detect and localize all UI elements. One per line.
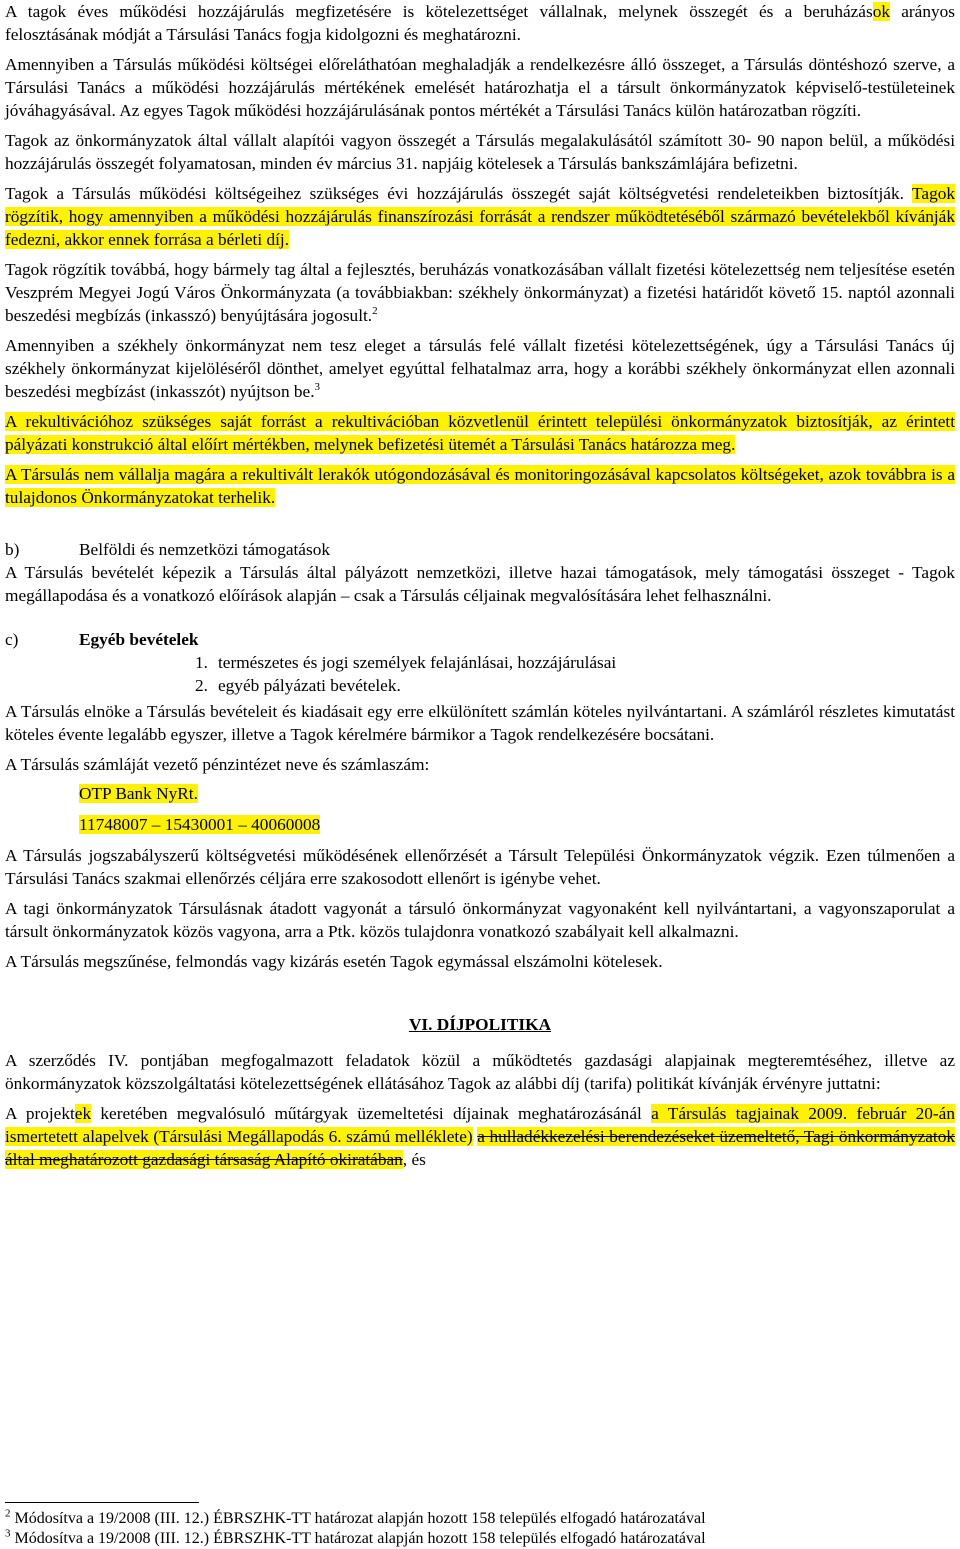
highlighted-text: ek <box>74 1104 92 1123</box>
highlighted-text: ok <box>872 2 890 21</box>
paragraph-budget <box>5 182 955 251</box>
other-revenue-list <box>195 651 955 697</box>
paragraph-seat-municipality <box>5 334 955 403</box>
paragraph-grants: A Társulás bevételét képezik a Társulás által pályázott nemzetközi, illetve hazai támogatások, mely támogatási összeget - Tagok megállapodása és a vonatkozó előírások alapján – csak a Társulás céljainak megvalósítására lehet felhasználni. <box>5 563 955 605</box>
highlighted-text: a Társulás tagjainak 2009. február 20-án ismertetett alapelvek (Társulási Megállapodás 6. számú melléklete) <box>5 1104 955 1146</box>
footnote: $^2$ Módosítva a 19/2008 (III. 12.) ÉBRSZHK-TT határozat alapján hozott 158 település elfogadó határozatával <box>5 1507 706 1527</box>
list-item: 1. természetes és jogi személyek felajánlásai, hozzájárulásai <box>195 653 617 672</box>
footnote-ref: 3 <box>314 381 321 394</box>
list-item: 2. egyéb pályázati bevételek. <box>195 676 401 695</box>
section-label: b) <box>5 540 20 559</box>
bank-details <box>79 782 955 836</box>
paragraph-contributions <box>5 0 955 46</box>
footnotes <box>5 1509 955 1549</box>
struck-highlighted-text: a hulladékkezelési berendezéseket üzemeltető, Tagi önkormányzatok által meghatározott gazdasági társaság Alapító okiratában <box>5 1127 956 1169</box>
footnote: $^3$ Módosítva a 19/2008 (III. 12.) ÉBRSZHK-TT határozat alapján hozott 158 település elfogadó határozatával <box>5 1527 706 1547</box>
text-run: A tagok éves működési hozzájárulás megfizetésére is kötelezettséget vállalnak, melynek összegét és a beruházás <box>5 2 873 21</box>
paragraph-audit: A Társulás jogszabályszerű költségvetési működésének ellenőrzését a Társult Települési Önkormányzatok végzik. Ezen túlmenően a Társulási Tanács szakmai ellenőrzés céljára erre szakosodott ellenőrt is igénybe vehet. <box>5 846 955 888</box>
spacer <box>5 614 955 628</box>
section-label: c) <box>5 630 19 649</box>
paragraph-operating-fees: A projektek keretében megvalósuló műtárgyak üzemeltetési díjainak meghatározásánál a Társulás tagjainak 2009. február 20-án ismertetett alapelvek (Társulási Megállapodás 6. számú melléklete) a hulladékkezelési berendezéseket üzemeltető, Tagi önkormányzatok által meghatározott gazdasági társaság Alapító okiratában, és <box>5 1104 956 1169</box>
paragraph-accounting: A Társulás elnöke a Társulás bevételeit és kiadásait egy erre elkülönített számlán köteles nyilvántartani. A számláról részletes kimutatást köteles évente legalább egyszer, illetve a Tagok kérelmére bármikor a Tagok rendelkezésére bocsátani. <box>5 702 955 744</box>
paragraph-assets: A tagi önkormányzatok Társulásnak átadott vagyonát a társuló önkormányzat vagyonaként kell nyilvántartani, a vagyonszaporulat a társult önkormányzatok közös vagyona, arra a Ptk. közös tulajdonra vonatkozó szabályait kell alkalmazni. <box>5 899 955 941</box>
section-title: Belföldi és nemzetközi támogatások <box>79 540 330 559</box>
footnote-divider <box>5 1502 199 1503</box>
text-run: Tagok a Társulás működési költségeihez szükséges évi hozzájárulás összegét saját költségvetési rendeleteikben biztosítják. <box>5 184 913 203</box>
footnote-ref: 2 <box>372 305 378 318</box>
highlighted-text: A rekultivációhoz szükséges saját forrást a rekultivációban közvetlenül érintett települési önkormányzatok biztosítják, az érintett pályázati konstrukció által előírt mértékben, melynek befizetési ütemét a Társulási Tanács határozza meg. <box>5 412 955 454</box>
section-vi-heading: VI. DÍJPOLITIKA <box>408 1015 552 1034</box>
text-run: Amennyiben a székhely önkormányzat nem tesz eleget a társulás felé vállalt fizetési kötelezettségének, úgy a Társulási Tanács új székhely önkormányzat kijelöléséről dönthet, amelyet egyúttal felhatalmaz arra, hogy a korábbi székhely önkormányzat ellen azonnali beszedési megbízást (inkasszót) nyújtson be. <box>5 336 955 401</box>
paragraph-dissolution: A Társulás megszűnése, felmondás vagy kizárás esetén Tagok egymással elszámolni kötelesek. <box>5 952 663 971</box>
text-run: arányos felosztásának módját a Társulási Tanács fogja kidolgozni és meghatározni. <box>5 2 955 44</box>
paragraph-aftercare <box>5 463 955 509</box>
section-c-heading <box>5 628 955 651</box>
highlighted-text: A Társulás nem vállalja magára a rekultivált lerakók utógondozásával és monitoringozásával kapcsolatos költségeket, azok továbbra is a tulajdonos Önkormányzatokat terhelik. <box>5 465 955 507</box>
highlighted-text: Tagok rögzítik, hogy amennyiben a működési hozzájárulás finanszírozási forrását a rendszer működtetéséből származó bevételekből kívánják fedezni, akkor ennek forrása a bérleti díj. <box>5 184 955 249</box>
paragraph-cost-increase: Amennyiben a Társulás működési költségei előreláthatóan meghaladják a rendelkezésre álló összeget, a Társulás döntéshozó szerve, a Társulási Tanács a működési hozzájárulás mértékének emelését határozhatja el a társult önkormányzatok képviselő-testületeinek jóváhagyásával. Az egyes Tagok működési hozzájárulásának pontos mértékét a Társulási Tanács külön határozatban rögzíti. <box>5 55 955 120</box>
paragraph-bank-intro: A Társulás számláját vezető pénzintézet neve és számlaszám: <box>5 755 430 774</box>
bank-account: 11748007 – 15430001 – 40060008 <box>79 815 321 834</box>
paragraph-founding-assets: Tagok az önkormányzatok által vállalt alapítói vagyon összegét a Társulás megalakulásától számított 30- 90 napon belül, a működési hozzájárulás összegét folyamatosan, minden év március 31. napjáig kötelesek a Társulás bankszámlájára befizetni. <box>5 131 955 173</box>
paragraph-collection-order <box>5 258 955 327</box>
document-page <box>5 0 956 1547</box>
section-b-heading <box>5 538 955 561</box>
text-run: Tagok rögzítik továbbá, hogy bármely tag által a fejlesztés, beruházás vonatkozásában vállalt fizetési kötelezettség nem teljesítése esetén Veszprém Megyei Jogú Város Önkormányzata (a továbbiakban: székhely önkormányzat) a fizetési határidőt követő 15. naptól azonnali beszedési megbízás (inkasszó) benyújtására jogosult. <box>5 260 955 325</box>
paragraph-recultivation <box>5 410 955 456</box>
spacer <box>5 516 955 538</box>
bank-name: OTP Bank NyRt. <box>79 784 198 803</box>
section-title: Egyéb bevételek <box>79 630 199 649</box>
paragraph-fee-policy: A szerződés IV. pontjában megfogalmazott feladatok közül a működtetés gazdasági alapjainak megteremtéséhez, illetve az önkormányzatok közszolgáltatási kötelezettségének ellátásához Tagok az alábbi díj (tarifa) politikát kívánják érvényre juttatni: <box>5 1051 955 1093</box>
